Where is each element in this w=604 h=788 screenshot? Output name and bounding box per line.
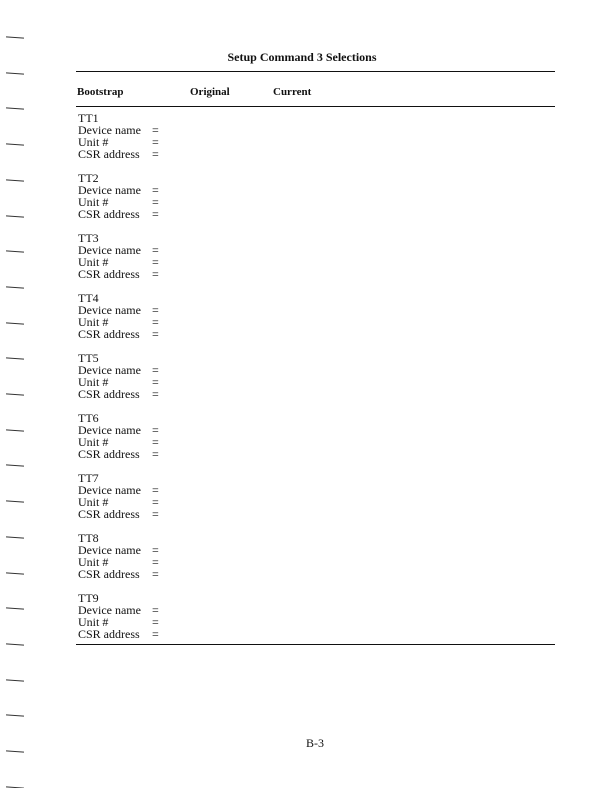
equals-sign: = <box>152 603 159 617</box>
equals-sign: = <box>152 267 159 281</box>
group-name: TT9 <box>78 591 99 605</box>
field-row <box>78 627 159 641</box>
group-name: TT8 <box>78 531 99 545</box>
margin-tick <box>6 179 24 181</box>
margin-tick <box>6 358 24 360</box>
field-label: Device name <box>78 123 141 137</box>
header-rule <box>76 106 555 107</box>
field-row <box>78 147 159 161</box>
bootstrap-group <box>78 111 159 161</box>
margin-tick <box>6 72 24 74</box>
margin-tick <box>6 715 24 717</box>
field-label: Unit # <box>78 495 109 509</box>
group-name: TT6 <box>78 411 99 425</box>
top-rule <box>76 71 555 72</box>
field-row <box>78 507 159 521</box>
bootstrap-group <box>78 531 159 581</box>
field-label: CSR address <box>78 507 140 521</box>
margin-tick <box>6 679 24 681</box>
field-label: Device name <box>78 183 141 197</box>
equals-sign: = <box>152 555 159 569</box>
field-label: CSR address <box>78 327 140 341</box>
field-label: CSR address <box>78 207 140 221</box>
column-header-bootstrap: Bootstrap <box>77 86 124 98</box>
field-row <box>78 387 159 401</box>
field-row <box>78 207 159 221</box>
equals-sign: = <box>152 387 159 401</box>
bootstrap-group <box>78 171 159 221</box>
column-header-original: Original <box>190 86 230 98</box>
equals-sign: = <box>152 567 159 581</box>
equals-sign: = <box>152 615 159 629</box>
bootstrap-list <box>78 111 159 652</box>
margin-tick <box>6 393 24 395</box>
bottom-rule <box>76 644 555 645</box>
field-label: CSR address <box>78 387 140 401</box>
field-label: Unit # <box>78 315 109 329</box>
field-label: Unit # <box>78 615 109 629</box>
field-label: CSR address <box>78 447 140 461</box>
margin-tick <box>6 286 24 288</box>
field-label: Unit # <box>78 195 109 209</box>
equals-sign: = <box>152 315 159 329</box>
field-label: CSR address <box>78 147 140 161</box>
bootstrap-group <box>78 591 159 641</box>
equals-sign: = <box>152 123 159 137</box>
equals-sign: = <box>152 243 159 257</box>
group-name: TT7 <box>78 471 99 485</box>
field-label: Device name <box>78 483 141 497</box>
margin-tick <box>6 143 24 145</box>
equals-sign: = <box>152 447 159 461</box>
field-label: Unit # <box>78 375 109 389</box>
margin-tick <box>6 643 24 645</box>
group-name: TT5 <box>78 351 99 365</box>
margin-tick <box>6 536 24 538</box>
equals-sign: = <box>152 183 159 197</box>
equals-sign: = <box>152 507 159 521</box>
margin-tick <box>6 465 24 467</box>
field-label: Device name <box>78 603 141 617</box>
bootstrap-group <box>78 351 159 401</box>
margin-tick <box>6 500 24 502</box>
field-label: Unit # <box>78 555 109 569</box>
field-label: Unit # <box>78 135 109 149</box>
margin-tick <box>6 215 24 217</box>
bootstrap-group <box>78 411 159 461</box>
field-label: CSR address <box>78 267 140 281</box>
field-label: Device name <box>78 243 141 257</box>
group-name: TT1 <box>78 111 99 125</box>
field-label: Device name <box>78 543 141 557</box>
margin-tick <box>6 108 24 110</box>
equals-sign: = <box>152 435 159 449</box>
field-row <box>78 567 159 581</box>
field-row <box>78 267 159 281</box>
page-title: Setup Command 3 Selections <box>227 50 377 64</box>
equals-sign: = <box>152 375 159 389</box>
equals-sign: = <box>152 363 159 377</box>
bootstrap-group <box>78 231 159 281</box>
margin-tick <box>6 322 24 324</box>
margin-tick <box>6 572 24 574</box>
equals-sign: = <box>152 327 159 341</box>
equals-sign: = <box>152 135 159 149</box>
equals-sign: = <box>152 195 159 209</box>
equals-sign: = <box>152 303 159 317</box>
bootstrap-group <box>78 291 159 341</box>
group-name: TT4 <box>78 291 99 305</box>
field-label: Unit # <box>78 435 109 449</box>
equals-sign: = <box>152 423 159 437</box>
equals-sign: = <box>152 483 159 497</box>
margin-tick <box>6 608 24 610</box>
equals-sign: = <box>152 543 159 557</box>
equals-sign: = <box>152 147 159 161</box>
field-label: Device name <box>78 423 141 437</box>
field-row <box>78 447 159 461</box>
equals-sign: = <box>152 627 159 641</box>
field-row <box>78 327 159 341</box>
field-label: CSR address <box>78 627 140 641</box>
group-name: TT3 <box>78 231 99 245</box>
field-label: CSR address <box>78 567 140 581</box>
column-header-current: Current <box>273 86 312 98</box>
margin-tick <box>6 429 24 431</box>
equals-sign: = <box>152 495 159 509</box>
equals-sign: = <box>152 255 159 269</box>
page-number: B-3 <box>306 736 324 750</box>
field-label: Device name <box>78 303 141 317</box>
bootstrap-group <box>78 471 159 521</box>
group-name: TT2 <box>78 171 99 185</box>
equals-sign: = <box>152 207 159 221</box>
field-label: Unit # <box>78 255 109 269</box>
margin-tick <box>6 36 24 38</box>
field-label: Device name <box>78 363 141 377</box>
margin-tick <box>6 251 24 253</box>
